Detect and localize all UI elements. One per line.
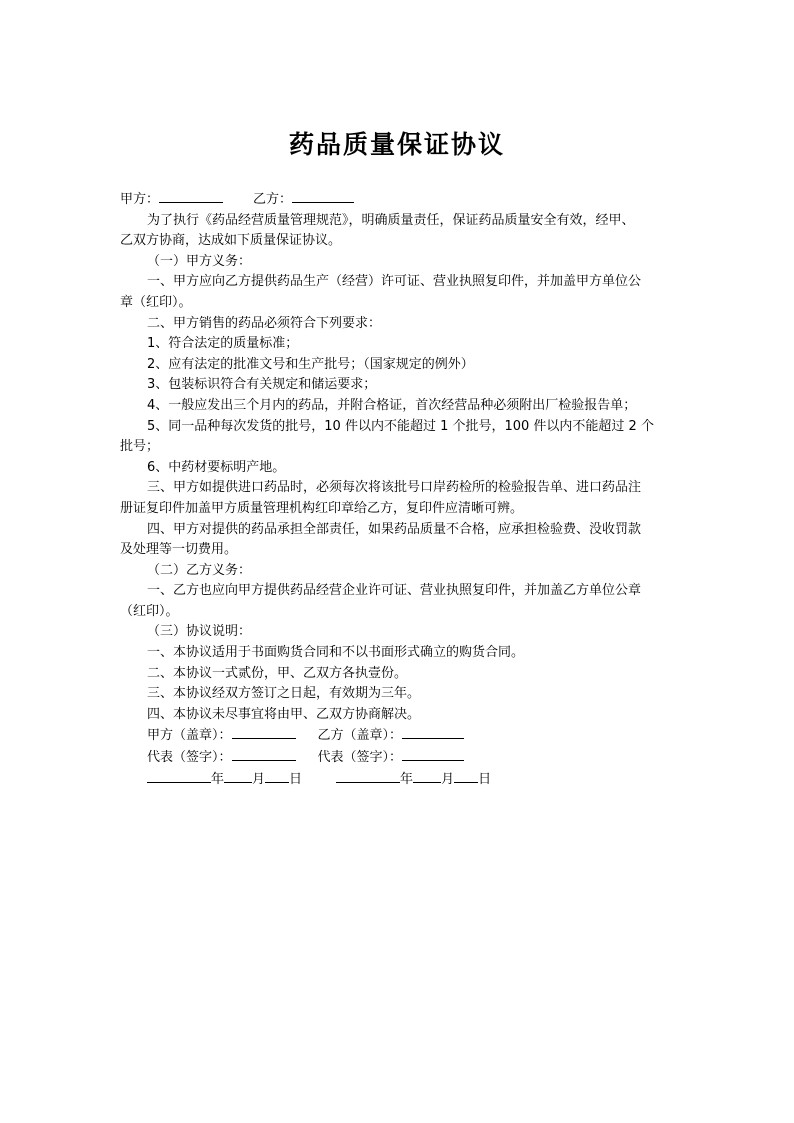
section-b-item1-line1: 一、乙方也应向甲方提供药品经营企业许可证、营业执照复印件，并加盖乙方单位公章: [147, 583, 642, 599]
party-b-year-label: 年: [400, 771, 414, 787]
party-a-label: 甲方：: [120, 192, 160, 207]
requirement-1: 1、符合法定的质量标准；: [147, 336, 299, 352]
requirement-4: 4、一般应发出三个月内的药品，并附合格证，首次经营品种必须附出厂检验报告单；: [147, 397, 637, 413]
party-a-day-label: 日: [289, 771, 303, 787]
parties-line: [120, 189, 676, 211]
party-b-blank: [292, 189, 354, 203]
party-a-year-label: 年: [211, 771, 225, 787]
preamble-line-2: 乙双方协商，达成如下质量保证协议。: [120, 233, 342, 249]
party-a-month-blank: [224, 769, 252, 783]
party-a-month-label: 月: [252, 771, 266, 787]
party-b-month-label: 月: [441, 771, 455, 787]
party-a-seal-blank: [232, 725, 296, 739]
section-a-item3-line1: 三、甲方如提供进口药品时，必须每次将该批号口岸药检所的检验报告单、进口药品注: [147, 480, 642, 496]
document-title: 药品质量保证协议: [288, 130, 505, 159]
requirement-2: 2、应有法定的批准文号和生产批号；（国家规定的例外）: [147, 356, 474, 372]
section-a-item4-line1: 四、甲方对提供的药品承担全部责任，如果药品质量不合格，应承担检验费、没收罚款: [147, 521, 642, 537]
party-b-seal-blank: [402, 725, 464, 739]
party-a-blank: [159, 189, 223, 203]
requirement-3: 3、包装标识符合有关规定和储运要求；: [147, 377, 377, 393]
date-line: [120, 769, 676, 791]
party-a-year-blank: [147, 769, 211, 783]
section-a-item2: 二、甲方销售的药品必须符合下列要求：: [147, 315, 382, 331]
section-b-item1-line2: （红印）。: [120, 603, 179, 619]
requirement-6: 6、中药材要标明产地。: [147, 459, 286, 475]
section-a-item1-line1: 一、甲方应向乙方提供药品生产（经营）许可证、营业执照复印件，并加盖甲方单位公: [147, 274, 642, 290]
section-c-item3: 三、本协议经双方签订之日起，有效期为三年。: [147, 686, 421, 702]
party-a-seal-label: 甲方（盖章）：: [147, 728, 232, 744]
requirement-5-line2: 批号；: [120, 439, 160, 455]
section-c-heading: （三）协议说明：: [147, 624, 252, 640]
section-a-item1-line2: 章（红印）。: [120, 294, 192, 310]
seal-line: [120, 725, 676, 747]
requirement-5-line1: 5、同一品种每次发货的批号，10 件以内不能超过 1 个批号，100 件以内不能超过 2 个: [147, 418, 654, 434]
party-a-rep-blank: [232, 747, 296, 761]
section-c-item2: 二、本协议一式贰份，甲、乙双方各执壹份。: [147, 665, 408, 681]
section-a-item3-line2: 册证复印件加盖甲方质量管理机构红印章给乙方，复印件应清晰可辨。: [120, 500, 524, 516]
party-b-day-blank: [454, 769, 478, 783]
party-a-rep-label: 代表（签字）：: [147, 750, 232, 766]
document-body: [120, 189, 676, 790]
representative-line: [120, 747, 676, 769]
section-b-heading: （二）乙方义务：: [147, 562, 252, 578]
section-a-heading: （一）甲方义务：: [147, 253, 252, 269]
section-c-item1: 一、本协议适用于书面购货合同和不以书面形式确立的购货合同。: [147, 645, 525, 661]
party-b-month-blank: [413, 769, 441, 783]
party-b-seal-label: 乙方（盖章）：: [317, 728, 403, 744]
party-b-year-blank: [336, 769, 400, 783]
party-a-day-blank: [265, 769, 289, 783]
section-a-item4-line2: 及处理等一切费用。: [120, 542, 238, 558]
section-c-item4: 四、本协议未尽事宜将由甲、乙双方协商解决。: [147, 706, 421, 722]
party-b-label: 乙方：: [253, 192, 293, 207]
preamble-line-1: 为了执行《药品经营质量管理规范》，明确质量责任，保证药品质量安全有效，经甲、: [147, 212, 635, 228]
party-b-day-label: 日: [478, 771, 492, 787]
party-b-rep-label: 代表（签字）：: [317, 750, 403, 766]
party-b-rep-blank: [402, 747, 464, 761]
